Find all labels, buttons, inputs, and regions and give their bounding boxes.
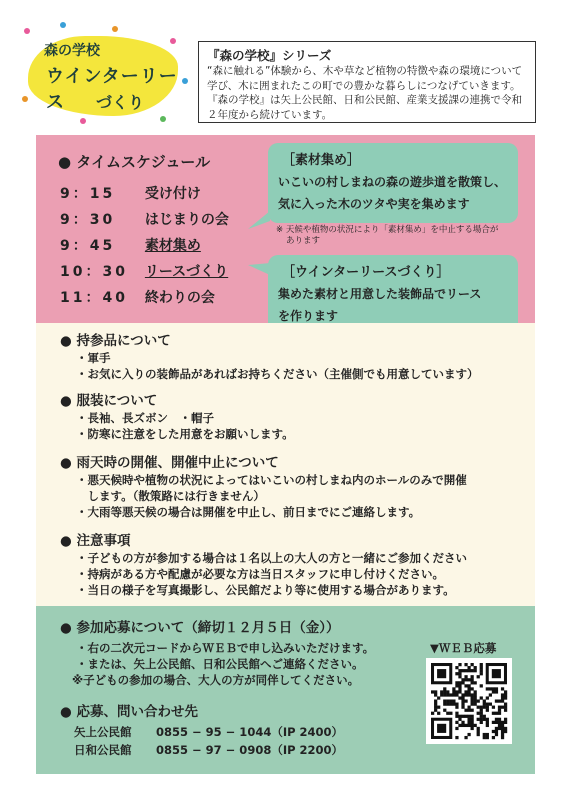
contact-row (74, 724, 343, 740)
schedule-heading: ● タイムスケジュール (58, 153, 211, 171)
logo-text-3: づくり (96, 93, 145, 112)
logo-text-1: 森の学校 (44, 43, 100, 59)
schedule-note: あります (286, 236, 321, 246)
apply-heading: ● 参加応募について（締切１２月５日（金）） (60, 620, 340, 636)
qr-code[interactable] (426, 658, 512, 744)
schedule-activity: 終わりの会 (144, 290, 215, 306)
qr-code-icon (426, 658, 512, 744)
material-gathering-bubble (268, 143, 518, 223)
notes-item: ・持病がある方や配慮が必要な方は当日スタッフに申し付けください。 (76, 567, 444, 581)
bubble-text-line: いこいの村しまねの森の遊歩道を散策し、 (278, 175, 507, 189)
rain-item: ・大雨等悪天候の場合は開催を中止し、前日までにご連絡します。 (76, 505, 421, 519)
schedule-row (60, 209, 229, 229)
schedule-time: 9：45 (60, 238, 116, 254)
confetti-dot (80, 118, 86, 124)
schedule-activity: はじまりの会 (144, 212, 229, 228)
contact-heading: ● 応募、問い合わせ先 (60, 704, 198, 720)
schedule-row (60, 287, 215, 307)
contact-phone: 0855 − 97 − 0908（IP 2200） (156, 743, 344, 757)
bubble-pointer (248, 259, 272, 279)
rain-heading: ● 雨天時の開催、開催中止について (60, 455, 279, 471)
notes-item: ・子どもの方が参加する場合は１名以上の大人の方と一緒にご参加ください (76, 551, 467, 565)
info-section (36, 323, 535, 606)
bubble-title: ［素材集め］ (282, 153, 361, 168)
contact-name: 矢上公民館 (74, 725, 132, 739)
wreath-making-bubble (268, 255, 518, 333)
schedule-time: 9：30 (60, 212, 116, 228)
schedule-activity: 素材集め (144, 238, 201, 254)
series-description: “森に触れる”体験から、木や草など植物の特徴や森の環境について学び、木に囲まれたこの町での豊かな暮らしにつなげていきます。『森の学校』は矢上公民館、日和公民館、産業支援課の連携で令和２年度から続けています。 (207, 65, 523, 121)
confetti-dot (160, 116, 166, 122)
bubble-text-line: 気に入った木のツタや実を集めます (278, 197, 470, 211)
confetti-dot (60, 22, 66, 28)
schedule-time: 10：30 (60, 264, 128, 280)
application-section (36, 606, 535, 774)
series-info-box (198, 41, 536, 123)
notes-item: ・当日の様子を写真撮影し、公民館だより等に使用する場合があります。 (76, 583, 455, 597)
confetti-dot (22, 96, 28, 102)
schedule-row (60, 235, 201, 255)
confetti-dot (24, 28, 30, 34)
bubble-pointer (248, 211, 272, 231)
schedule-row (60, 261, 228, 281)
schedule-time: 9：15 (60, 186, 116, 202)
contact-row (74, 742, 343, 758)
belongings-heading: ● 持参品について (60, 333, 171, 349)
apply-item: ・右の二次元コードからＷＥＢで申し込みいただけます。 (76, 641, 375, 655)
schedule-note: ※ 天候や植物の状況により「素材集め」を中止する場合が (276, 225, 499, 235)
series-title: 『森の学校』シリーズ (207, 48, 332, 63)
schedule-section (36, 135, 535, 323)
clothing-heading: ● 服装について (60, 393, 158, 409)
bubble-text-line: 集めた素材と用意した装飾品でリース (278, 287, 482, 301)
event-logo (20, 18, 190, 128)
notes-heading: ● 注意事項 (60, 533, 131, 549)
belongings-item: ・軍手 (76, 351, 111, 365)
schedule-row (60, 183, 201, 203)
contact-name: 日和公民館 (74, 743, 132, 757)
clothing-item: ・防寒に注意をした用意をお願いします。 (76, 427, 294, 441)
clothing-item: ・長袖、長ズボン ・帽子 (76, 411, 214, 425)
bubble-title: ［ウインターリースづくり］ (282, 265, 450, 280)
belongings-item: ・お気に入りの装飾品があればお持ちください（主催側でも用意しています） (76, 367, 479, 381)
contact-phone: 0855 − 95 − 1044（IP 2400） (156, 725, 344, 739)
apply-item: ※子どもの参加の場合、大人の方が同伴してください。 (72, 673, 360, 687)
schedule-time: 11：40 (60, 290, 128, 306)
confetti-dot (170, 38, 176, 44)
rain-item: ・悪天候時や植物の状況によってはいこいの村しまね内のホールのみで開催 (76, 473, 467, 487)
schedule-activity: 受け付け (144, 186, 201, 202)
web-apply-label: ▼ＷＥＢ応募 (430, 641, 497, 655)
apply-item: ・または、矢上公民館、日和公民館へご連絡ください。 (76, 657, 364, 671)
confetti-dot (112, 26, 118, 32)
bubble-text-line: を作ります (278, 309, 339, 323)
logo-text-2: ウインターリース (46, 66, 178, 113)
rain-item: します。（散策路には行きません） (76, 489, 265, 503)
schedule-activity: リースづくり (144, 264, 229, 280)
